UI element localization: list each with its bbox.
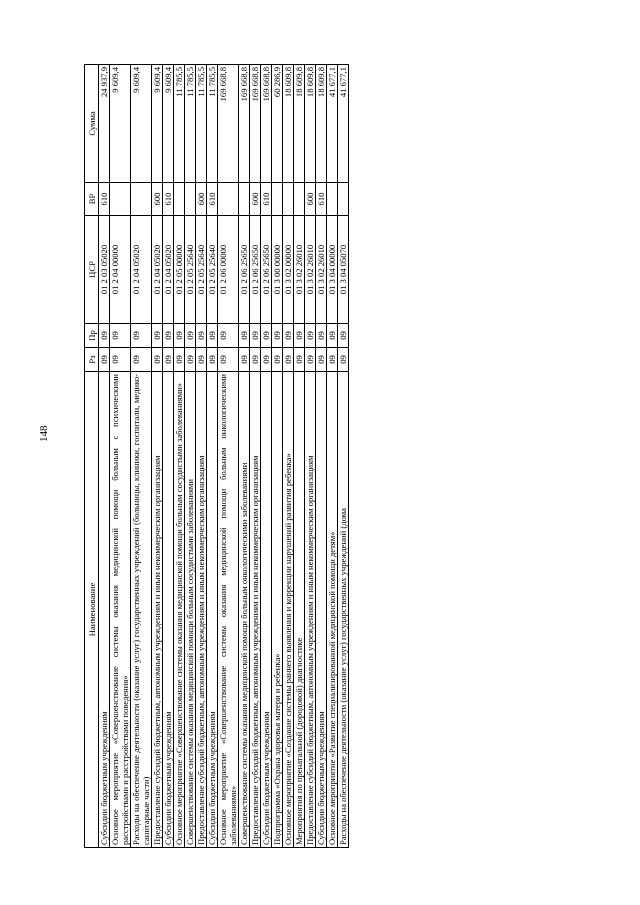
table-row [196, 65, 207, 848]
row-csr: 01 2 04 00000 [110, 216, 131, 324]
table-row [316, 65, 327, 848]
row-csr: 01 2 04 05020 [163, 216, 174, 324]
row-rz: 09 [163, 348, 174, 372]
row-name: Основное мероприятие «Развитие специализированной медицинской помощи детям» [327, 372, 338, 848]
row-sum: 11 785,5 [174, 65, 185, 183]
row-csr: 01 3 02 26010 [305, 216, 316, 324]
row-vr [283, 183, 294, 216]
row-name: Предоставление субсидий бюджетным, автономным учреждениям и иным некоммерческим организациям [196, 372, 207, 848]
row-vr: 610 [163, 183, 174, 216]
row-vr: 610 [316, 183, 327, 216]
row-rz: 09 [327, 348, 338, 372]
row-pr: 09 [283, 324, 294, 348]
row-name: Расходы на обеспечение деятельности (оказание услуг) государственных учреждений (больницы, клиники, госпитали, медико-санитарные части) [131, 372, 152, 848]
row-rz: 09 [110, 348, 131, 372]
row-name: Мероприятия по пренатальной (дородовой) диагностике [294, 372, 305, 848]
row-vr: 610 [261, 183, 272, 216]
row-rz: 09 [338, 348, 349, 372]
row-pr: 09 [99, 324, 110, 348]
row-csr: 01 3 02 00000 [283, 216, 294, 324]
row-name: Предоставление субсидий бюджетным, автономным учреждениям и иным некоммерческим организациям [305, 372, 316, 848]
row-sum: 41 677,1 [327, 65, 338, 183]
row-vr: 610 [207, 183, 218, 216]
row-vr [294, 183, 305, 216]
row-name: Основное мероприятие «Совершенствование системы оказания медицинской помощи больным с психическими расстройствами и расстройствами поведения» [110, 372, 131, 848]
row-vr: 600 [152, 183, 163, 216]
row-name: Предоставление субсидий бюджетным, автономным учреждениям и иным некоммерческим организациям [152, 372, 163, 848]
row-csr: 01 2 04 05020 [152, 216, 163, 324]
row-rz: 09 [131, 348, 152, 372]
row-pr: 09 [294, 324, 305, 348]
table-row [131, 65, 152, 848]
row-csr: 01 3 04 05070 [338, 216, 349, 324]
row-pr: 09 [261, 324, 272, 348]
row-rz: 09 [261, 348, 272, 372]
row-name: Предоставление субсидий бюджетным, автономным учреждениям и иным некоммерческим организациям [250, 372, 261, 848]
row-sum: 9 609,4 [152, 65, 163, 183]
row-csr: 01 2 05 25640 [185, 216, 196, 324]
row-csr: 01 2 06 25650 [239, 216, 250, 324]
row-vr [174, 183, 185, 216]
row-csr: 01 2 05 00000 [174, 216, 185, 324]
table-row [272, 65, 283, 848]
row-vr [239, 183, 250, 216]
row-name: Расходы на обеспечение деятельности (оказание услуг) государственных учреждений (дома [338, 372, 349, 848]
row-name: Субсидии бюджетным учреждениям [261, 372, 272, 848]
row-sum: 60 286,9 [272, 65, 283, 183]
row-csr: 01 2 04 05020 [131, 216, 152, 324]
table-row [207, 65, 218, 848]
table-row [338, 65, 349, 848]
row-name: Субсидии бюджетным учреждениям [316, 372, 327, 848]
row-vr [327, 183, 338, 216]
table-row [283, 65, 294, 848]
row-pr: 09 [218, 324, 239, 348]
table-row [261, 65, 272, 848]
table-row [163, 65, 174, 848]
row-sum: 169 668,8 [218, 65, 239, 183]
row-name: Совершенствование системы оказания медицинской помощи больным онкологическими заболеваниями [239, 372, 250, 848]
row-vr [110, 183, 131, 216]
table-row [218, 65, 239, 848]
row-rz: 09 [305, 348, 316, 372]
table-row [305, 65, 316, 848]
table-row [99, 65, 110, 848]
row-sum: 24 937,9 [99, 65, 110, 183]
row-rz: 09 [207, 348, 218, 372]
row-vr [338, 183, 349, 216]
row-pr: 09 [327, 324, 338, 348]
row-sum: 18 609,8 [294, 65, 305, 183]
row-name: Основное мероприятие «Совершенствование системы оказания медицинской помощи больным сосудистыми заболеваниями» [174, 372, 185, 848]
row-sum: 169 668,8 [261, 65, 272, 183]
row-csr: 01 3 02 26010 [316, 216, 327, 324]
row-sum: 18 609,8 [305, 65, 316, 183]
row-sum: 9 609,4 [163, 65, 174, 183]
row-csr: 01 3 04 00000 [327, 216, 338, 324]
row-rz: 09 [272, 348, 283, 372]
header-sum: Сумма [85, 65, 99, 183]
row-rz: 09 [239, 348, 250, 372]
row-name: Субсидии бюджетным учреждениям [207, 372, 218, 848]
row-sum: 11 785,5 [207, 65, 218, 183]
row-rz: 09 [250, 348, 261, 372]
row-vr: 600 [196, 183, 207, 216]
row-csr: 01 2 06 25650 [250, 216, 261, 324]
row-sum: 11 785,5 [185, 65, 196, 183]
row-csr: 01 2 06 00000 [218, 216, 239, 324]
row-sum: 169 668,8 [250, 65, 261, 183]
row-vr: 600 [305, 183, 316, 216]
row-pr: 09 [196, 324, 207, 348]
row-vr: 610 [99, 183, 110, 216]
table-row [110, 65, 131, 848]
row-pr: 09 [250, 324, 261, 348]
row-pr: 09 [163, 324, 174, 348]
rotated-page [84, 65, 559, 848]
row-pr: 09 [305, 324, 316, 348]
row-pr: 09 [174, 324, 185, 348]
row-csr: 01 3 02 26010 [294, 216, 305, 324]
row-pr: 09 [338, 324, 349, 348]
row-rz: 09 [152, 348, 163, 372]
row-csr: 01 3 00 00000 [272, 216, 283, 324]
row-rz: 09 [218, 348, 239, 372]
row-vr [185, 183, 196, 216]
page-number: 148 [38, 425, 50, 442]
row-rz: 09 [196, 348, 207, 372]
row-name: Основное мероприятие «Создание системы раннего выявления и коррекции нарушений развития ребенка» [283, 372, 294, 848]
table-row [239, 65, 250, 848]
row-rz: 09 [99, 348, 110, 372]
row-pr: 09 [316, 324, 327, 348]
table-row [327, 65, 338, 848]
row-name: Подпрограмма «Охрана здоровья матери и ребенка» [272, 372, 283, 848]
row-vr [131, 183, 152, 216]
row-pr: 09 [272, 324, 283, 348]
row-csr: 01 2 03 05020 [99, 216, 110, 324]
row-rz: 09 [174, 348, 185, 372]
table-row [152, 65, 163, 848]
row-vr [272, 183, 283, 216]
header-row [85, 65, 99, 848]
table-row [294, 65, 305, 848]
header-csr: ЦСР [85, 216, 99, 324]
row-name: Совершенствование системы оказания медицинской помощи больным сосудистыми заболеваниями [185, 372, 196, 848]
row-sum: 9 609,4 [110, 65, 131, 183]
row-pr: 09 [239, 324, 250, 348]
row-rz: 09 [316, 348, 327, 372]
row-sum: 41 677,1 [338, 65, 349, 183]
row-sum: 18 609,8 [283, 65, 294, 183]
row-name: Основное мероприятие «Совершенствование системы оказания медицинской помощи больным онкологическими заболеваниями» [218, 372, 239, 848]
row-sum: 18 609,8 [316, 65, 327, 183]
row-csr: 01 2 05 25640 [207, 216, 218, 324]
table-row [250, 65, 261, 848]
row-vr [218, 183, 239, 216]
header-rz: Рз [85, 348, 99, 372]
header-vr: ВР [85, 183, 99, 216]
row-pr: 09 [131, 324, 152, 348]
row-rz: 09 [185, 348, 196, 372]
row-csr: 01 2 06 25650 [261, 216, 272, 324]
budget-table [84, 64, 349, 848]
row-sum: 169 668,8 [239, 65, 250, 183]
header-pr: Пр [85, 324, 99, 348]
row-sum: 9 609,4 [131, 65, 152, 183]
row-rz: 09 [283, 348, 294, 372]
table-row [174, 65, 185, 848]
row-pr: 09 [152, 324, 163, 348]
row-name: Субсидии бюджетным учреждениям [99, 372, 110, 848]
row-vr: 600 [250, 183, 261, 216]
row-pr: 09 [207, 324, 218, 348]
row-rz: 09 [294, 348, 305, 372]
row-name: Субсидии бюджетным учреждениям [163, 372, 174, 848]
row-sum: 11 785,5 [196, 65, 207, 183]
row-pr: 09 [185, 324, 196, 348]
header-name: Наименование [85, 372, 99, 848]
row-csr: 01 2 05 25640 [196, 216, 207, 324]
row-pr: 09 [110, 324, 131, 348]
table-row [185, 65, 196, 848]
